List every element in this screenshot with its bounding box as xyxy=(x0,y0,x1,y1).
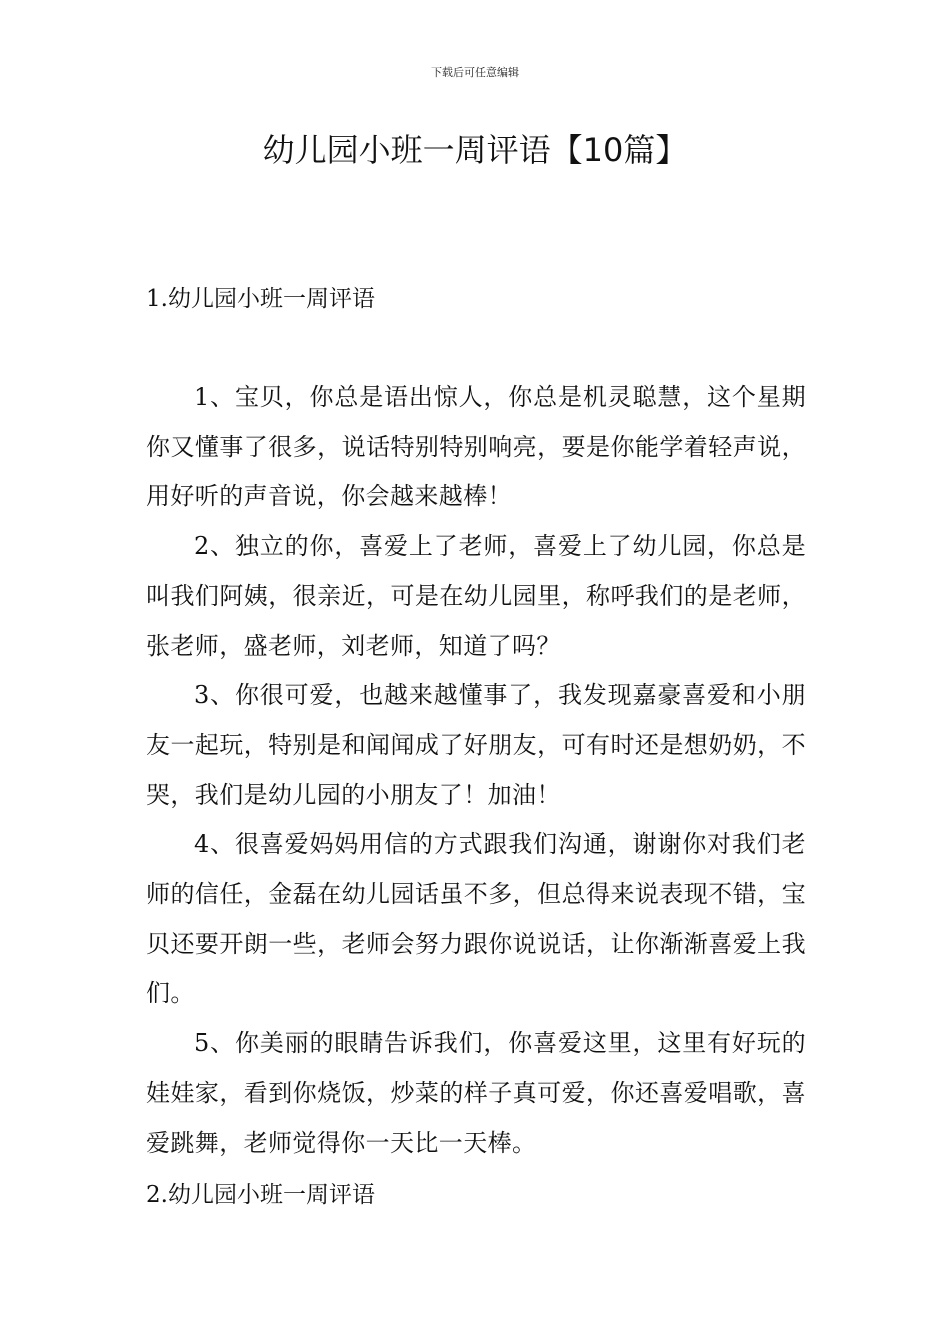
comment-paragraph-4: 4、很喜爱妈妈用信的方式跟我们沟通，谢谢你对我们老师的信任，金磊在幼儿园话虽不多，但总得来说表现不错，宝贝还要开朗一些，老师会努力跟你说说话，让你渐渐喜爱上我们。 xyxy=(146,830,806,1008)
comment-paragraph-2: 2、独立的你，喜爱上了老师，喜爱上了幼儿园，你总是叫我们阿姨，很亲近，可是在幼儿园里，称呼我们的是老师，张老师，盛老师，刘老师，知道了吗？ xyxy=(146,532,806,660)
document-title: 幼儿园小班一周评语【10篇】 xyxy=(262,131,688,169)
comment-paragraph-3: 3、你很可爱，也越来越懂事了，我发现嘉豪喜爱和小朋友一起玩，特别是和闻闻成了好朋友，可有时还是想奶奶，不哭，我们是幼儿园的小朋友了！加油！ xyxy=(146,681,806,809)
comment-paragraph-5: 5、你美丽的眼睛告诉我们，你喜爱这里，这里有好玩的娃娃家，看到你烧饭，炒菜的样子真可爱，你还喜爱唱歌，喜爱跳舞，老师觉得你一天比一天棒。 xyxy=(146,1029,806,1157)
section-heading-1: 1.幼儿园小班一周评语 xyxy=(146,286,375,312)
header-note: 下载后可任意编辑 xyxy=(431,66,519,79)
section-heading-2: 2.幼儿园小班一周评语 xyxy=(146,1182,375,1208)
comment-paragraph-1: 1、宝贝，你总是语出惊人，你总是机灵聪慧，这个星期你又懂事了很多，说话特别特别响亮，要是你能学着轻声说，用好听的声音说，你会越来越棒！ xyxy=(146,383,806,511)
section-1-body xyxy=(146,373,806,1168)
